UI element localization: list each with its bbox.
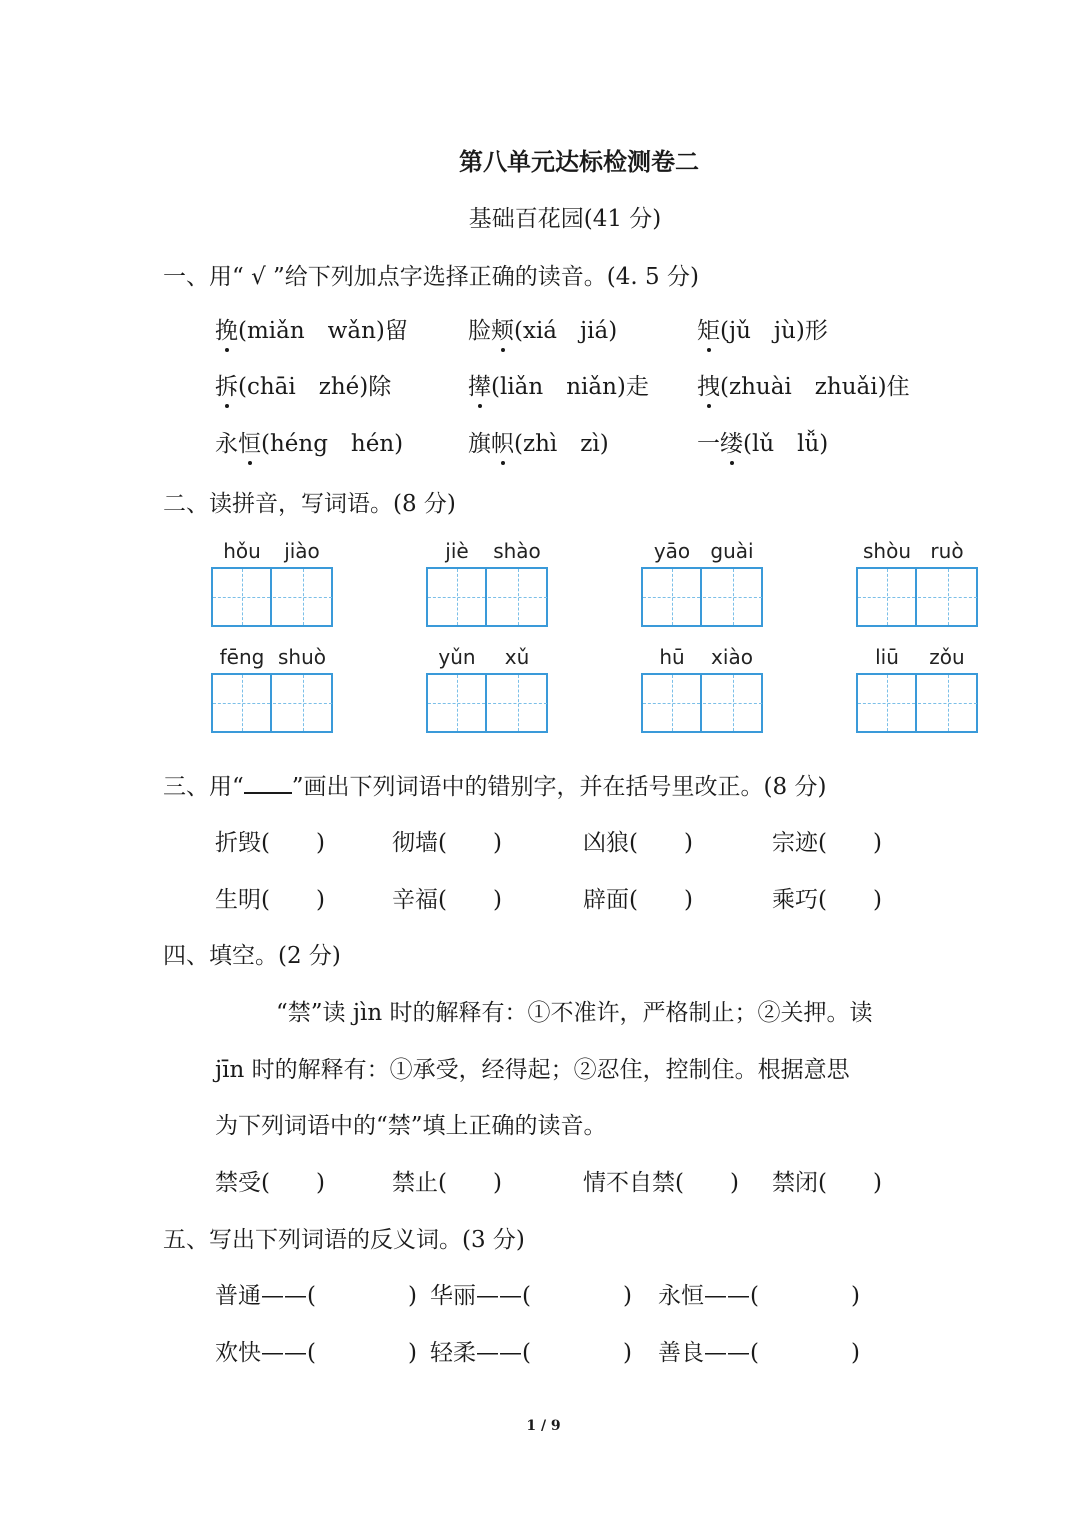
grid-cell[interactable]	[428, 675, 487, 731]
pinyin-options: (liǎn niǎn)走	[491, 374, 649, 400]
correction-item: 辛福( )	[392, 887, 502, 913]
pinyin-syllable: xiào	[711, 645, 753, 669]
item-prefix: 脸	[468, 318, 491, 344]
pinyin-choice-item	[697, 425, 828, 458]
pinyin-syllable: fēng	[219, 645, 265, 669]
writing-grid[interactable]	[641, 673, 763, 733]
antonym-item: 轻柔——( )	[430, 1340, 632, 1366]
pinyin-syllable: hū	[659, 645, 685, 669]
pinyin-options: (miǎn wǎn)留	[238, 318, 408, 344]
antonym-item: 善良——( )	[658, 1340, 860, 1366]
pinyin-choice-item	[468, 312, 617, 345]
grid-cell[interactable]	[918, 569, 977, 625]
underline-sample	[244, 778, 292, 794]
pinyin-choice-item	[697, 312, 828, 345]
correction-item: 折毁( )	[215, 830, 325, 856]
pinyin-choice-item	[697, 368, 910, 401]
pinyin-choice-item	[468, 368, 649, 401]
dotted-character: 颊	[491, 312, 514, 345]
grid-cell[interactable]	[428, 569, 487, 625]
pinyin-syllable: shòu	[862, 539, 911, 563]
pinyin-syllable: xǔ	[504, 645, 530, 669]
pinyin-options: (lǔ lǚ)	[743, 431, 829, 457]
antonym-item: 普通——( )	[215, 1283, 417, 1309]
page-title: 第八单元达标检测卷二	[459, 148, 699, 176]
question-5-heading: 五、写出下列词语的反义词。(3 分)	[163, 1227, 525, 1253]
pinyin-syllable: ruò	[930, 539, 964, 563]
grid-cell[interactable]	[213, 675, 272, 731]
grid-cell[interactable]	[643, 569, 702, 625]
pinyin-options: (xiá jiá)	[514, 318, 618, 344]
item-prefix: 一	[697, 431, 720, 457]
pinyin-syllable: yāo	[653, 539, 691, 563]
pinyin-syllable: guài	[710, 539, 754, 563]
pinyin-options: (jǔ jù)形	[720, 318, 828, 344]
correction-item: 乘巧( )	[772, 887, 882, 913]
fill-in-item: 情不自禁( )	[583, 1170, 739, 1196]
dotted-character: 帜	[491, 425, 514, 458]
page-number: 1 / 9	[526, 1418, 561, 1434]
correction-item: 辟面( )	[583, 887, 693, 913]
grid-cell[interactable]	[858, 569, 917, 625]
dotted-character: 挽	[215, 312, 238, 345]
pinyin-choice-item	[215, 312, 408, 345]
grid-cell[interactable]	[703, 675, 762, 731]
pinyin-options: (chāi zhé)除	[238, 374, 392, 400]
correction-item: 宗迹( )	[772, 830, 882, 856]
question-3-heading-end: ”画出下列词语中的错别字，并在括号里改正。(8 分)	[291, 774, 827, 800]
writing-grid[interactable]	[641, 567, 763, 627]
pinyin-syllable: jiào	[284, 539, 320, 563]
pinyin-syllable: yǔn	[438, 645, 476, 669]
correction-item: 彻墙( )	[392, 830, 502, 856]
pinyin-syllable: zǒu	[929, 645, 965, 669]
pinyin-syllable: hǒu	[223, 539, 261, 563]
pinyin-syllable: liū	[875, 645, 899, 669]
question-4-paragraph-line-2: jīn 时的解释有：①承受，经得起；②忍住，控制住。根据意思	[215, 1057, 850, 1083]
question-3-heading	[163, 768, 826, 801]
writing-grid[interactable]	[426, 567, 548, 627]
grid-cell[interactable]	[703, 569, 762, 625]
grid-cell[interactable]	[643, 675, 702, 731]
question-4-paragraph-line-1: “禁”读 jìn 时的解释有：①不准许，严格制止；②关押。读	[276, 1000, 873, 1026]
dotted-character: 矩	[697, 312, 720, 345]
grid-cell[interactable]	[488, 569, 547, 625]
dotted-character: 缕	[720, 425, 743, 458]
question-1-heading: 一、用“ √ ”给下列加点字选择正确的读音。(4. 5 分)	[163, 264, 699, 290]
pinyin-syllable: shào	[493, 539, 541, 563]
fill-in-item: 禁受( )	[215, 1170, 325, 1196]
pinyin-options: (héng hén)	[261, 431, 404, 457]
pinyin-choice-item	[215, 425, 403, 458]
question-4-paragraph-line-3: 为下列词语中的“禁”填上正确的读音。	[215, 1113, 607, 1139]
grid-cell[interactable]	[488, 675, 547, 731]
writing-grid[interactable]	[856, 673, 978, 733]
writing-grid[interactable]	[426, 673, 548, 733]
pinyin-options: (zhì zì)	[514, 431, 609, 457]
dotted-character: 恒	[238, 425, 261, 458]
grid-cell[interactable]	[213, 569, 272, 625]
pinyin-syllable: shuò	[277, 645, 326, 669]
question-2-heading: 二、读拼音，写词语。(8 分)	[163, 491, 456, 517]
item-prefix: 永	[215, 431, 238, 457]
writing-grid[interactable]	[856, 567, 978, 627]
grid-cell[interactable]	[858, 675, 917, 731]
grid-cell[interactable]	[918, 675, 977, 731]
pinyin-syllable: jiè	[445, 539, 469, 563]
writing-grid[interactable]	[211, 567, 333, 627]
pinyin-choice-item	[468, 425, 609, 458]
correction-item: 凶狼( )	[583, 830, 693, 856]
pinyin-choice-item	[215, 368, 391, 401]
question-4-heading: 四、填空。(2 分)	[163, 943, 341, 969]
dotted-character: 拆	[215, 368, 238, 401]
antonym-item: 欢快——( )	[215, 1340, 417, 1366]
section-subtitle: 基础百花园(41 分)	[468, 206, 662, 232]
writing-grid[interactable]	[211, 673, 333, 733]
dotted-character: 撵	[468, 368, 491, 401]
question-3-heading-start: 三、用“	[163, 774, 244, 800]
item-prefix: 旗	[468, 431, 491, 457]
grid-cell[interactable]	[273, 569, 332, 625]
correction-item: 生明( )	[215, 887, 325, 913]
antonym-item: 永恒——( )	[658, 1283, 860, 1309]
antonym-item: 华丽——( )	[430, 1283, 632, 1309]
pinyin-options: (zhuài zhuǎi)住	[720, 374, 910, 400]
dotted-character: 拽	[697, 368, 720, 401]
grid-cell[interactable]	[273, 675, 332, 731]
fill-in-item: 禁闭( )	[772, 1170, 882, 1196]
fill-in-item: 禁止( )	[392, 1170, 502, 1196]
